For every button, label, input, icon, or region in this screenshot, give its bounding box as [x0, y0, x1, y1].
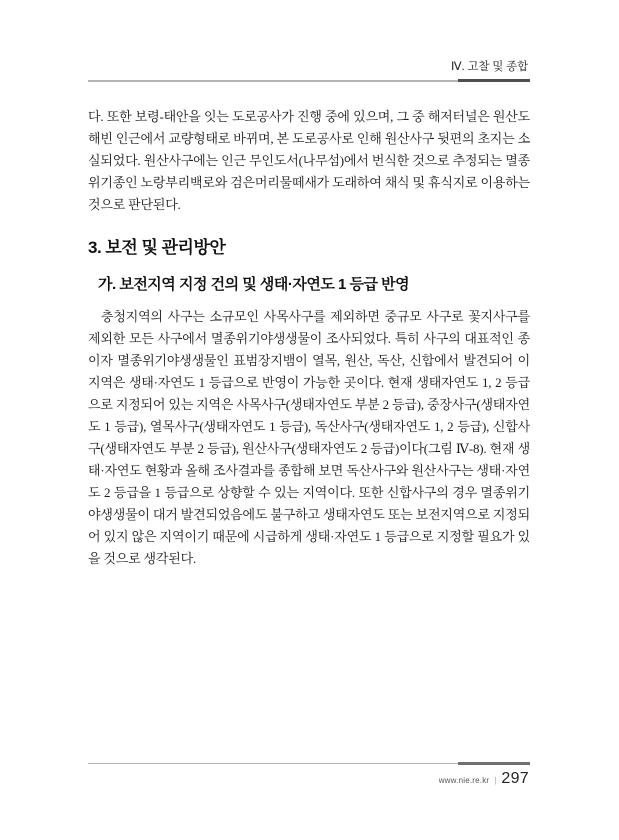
- page-header: [88, 60, 530, 82]
- page-footer: [88, 762, 530, 788]
- header-rule: [88, 79, 530, 82]
- paragraph-continuation: 다. 또한 보령-태안을 잇는 도로공사가 진행 중에 있으며, 그 중 해저터널은 원산도 해빈 인근에서 교량형태로 바뀌며, 본 도로공사로 인해 원산사구 뒷편의 초지는 소실되었다. 원산사구에는 인근 무인도서(나무섬)에서 번식한 것으로 추정되는 멸종위기종인 노랑부리백로와 검은머리물떼새가 도래하여 채식 및 휴식지로 이용하는 것으로 판단된다.: [88, 109, 530, 212]
- subsection-heading: 가. 보전지역 지정 건의 및 생태·자연도 1 등급 반영: [98, 276, 410, 293]
- subsection-paragraph: 충청지역의 사구는 소규모인 사목사구를 제외하면 중규모 사구로 꽃지사구를 제외한 모든 사구에서 멸종위기야생생물이 조사되었다. 특히 사구의 대표적인 종이자 멸종위기야생생물인 표범장지뱀이 열목, 원산, 독산, 신합에서 발견되어 이 지역은 생태·자연도 1 등급으로 반영이 가능한 곳이다. 현재 생태자연도 1, 2 등급으로 지정되어 있는 지역은 사목사구(생태자연도 부분 2 등급), 중장사구(생태자연도 1 등급), 열목사구(생태자연도 1 등급), 독산사구(생태자연도 1, 2 등급), 신합사구(생태자연도 부분 2 등급), 원산사구(생태자연도 2 등급)이다(그림 Ⅳ-8). 현재 생태·자연도 현황과 올해 조사결과를 종합해 보면 독산사구와 원산사구는 생태·자연도 2 등급을 1 등급으로 상향할 수 있는 지역이다. 또한 신합사구의 경우 멸종위기야생생물이 대거 발견되었음에도 불구하고 생태자연도 또는 보전지역으로 지정되어 있지 않은 지역이기 때문에 시급하게 생태·자연도 1 등급으로 지정할 필요가 있을 것으로 생각된다.: [88, 309, 530, 566]
- page-number: 297: [501, 770, 529, 787]
- footer-text: [88, 770, 530, 788]
- section-heading: 3. 보전 및 관리방안: [88, 238, 226, 257]
- page-content: [88, 60, 530, 570]
- chapter-title: Ⅳ. 고찰 및 종합: [451, 61, 528, 73]
- footer-separator: |: [494, 776, 497, 785]
- header-rule-accent: [458, 79, 530, 82]
- footer-rule-accent: [458, 762, 530, 765]
- website-url: www.nie.re.kr: [438, 776, 490, 785]
- footer-rule: [88, 762, 530, 765]
